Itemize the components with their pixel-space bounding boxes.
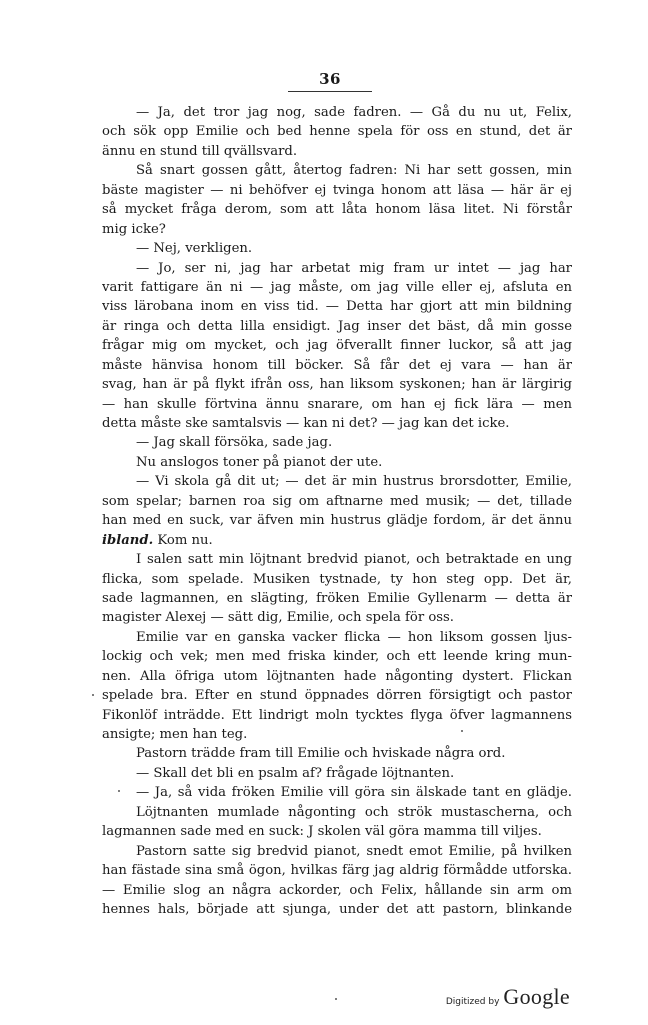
- text-line: — Skall det bli en psalm af? frågade löjtnanten.: [136, 765, 455, 781]
- text-line: lagmannen sade med en suck: J skolen väl göra mamma till viljes.: [102, 824, 542, 840]
- scan-speck: [92, 694, 94, 696]
- text-line: och sök opp Emilie och bed henne spela för oss en stund, det är: [102, 124, 572, 140]
- page-number-rule: [288, 91, 372, 92]
- text-line: Pastorn trädde fram till Emilie och hviskade några ord.: [136, 746, 506, 762]
- text-line: viss lärobana inom en viss tid. — Detta har gjort att min bildning: [102, 299, 572, 315]
- scan-speck: [118, 790, 120, 792]
- text-line: Löjtnanten mumlade någonting och strök mustascherna, och: [136, 804, 572, 820]
- text-line: han fästade sina små ögon, hvilkas färg jag aldrig förmådde utforska.: [102, 863, 572, 879]
- text-line: är ringa och detta lilla ensidigt. Jag inser det bäst, då min gosse: [102, 318, 572, 334]
- text-line: — Vi skola gå dit ut; — det är min hustrus brorsdotter, Emilie,: [136, 474, 572, 490]
- text-line: detta måste ske samtalsvis — kan ni det? — jag kan det icke.: [102, 416, 510, 431]
- text-line: flicka, som spelade. Musiken tystnade, ty hon steg opp. Det är,: [102, 571, 572, 587]
- text-line: I salen satt min löjtnant bredvid pianot, och betraktade en ung: [136, 552, 572, 568]
- scan-speck: [461, 730, 463, 732]
- text-line: ännu en stund till qvällsvard.: [102, 143, 298, 159]
- google-logo: Google: [503, 984, 570, 1009]
- text-line: — han skulle förtvina ännu snarare, om han ej fick lära — men: [102, 396, 572, 412]
- text-line: magister Alexej — sätt dig, Emilie, och spela för oss.: [102, 610, 454, 626]
- text-line: — Nej, verkligen.: [136, 241, 253, 257]
- text-line: sade lagmannen, en slägting, fröken Emilie Gyllenarm — detta är: [102, 590, 572, 606]
- text-line: ansigte; men han teg.: [102, 727, 248, 742]
- text-line: spelade bra. Efter en stund öppnades dörren försigtigt och pastor: [102, 688, 572, 704]
- text-line: — Ja, det tror jag nog, sade fadren. — Gå du nu ut, Felix,: [136, 105, 572, 120]
- text-line: så mycket fråga derom, som att låta honom läsa litet. Ni förstår: [102, 202, 572, 218]
- text-line: mig icke?: [102, 221, 166, 237]
- italic-word: ibland.: [102, 532, 154, 548]
- text-line: han med en suck, var äfven min hustrus glädje fordom, är det ännu: [102, 513, 572, 529]
- text-line: Nu anslogos toner på pianot der ute.: [136, 454, 383, 470]
- body-text: [102, 103, 572, 919]
- text-line: ibland. Kom nu.: [102, 532, 213, 548]
- text-line: som spelar; barnen roa sig om aftnarne med musik; — det, tillade: [102, 493, 572, 509]
- digitized-by-label: Digitized by: [445, 997, 500, 1007]
- text-line: varit fattigare än ni — jag måste, om jag ville eller ej, afsluta en: [102, 279, 572, 295]
- text-line: hennes hals, började att sjunga, under det att pastorn, blinkande: [102, 901, 572, 917]
- text-line: Emilie var en ganska vacker flicka — hon liksom gossen ljus-: [136, 629, 572, 645]
- text-line: svag, han är på flykt ifrån oss, han liksom syskonen; han är lärgirig: [102, 377, 572, 393]
- text-line: Fikonlöf inträdde. Ett lindrigt moln tycktes flyga öfver lagmannens: [102, 707, 572, 723]
- digitization-watermark: [446, 984, 570, 1010]
- text-line: lockig och vek; men med friska kinder, och ett leende kring mun-: [102, 649, 572, 665]
- text-line: — Emilie slog an några ackorder, och Felix, hållande sin arm om: [102, 882, 572, 898]
- text-line: — Jag skall försöka, sade jag.: [136, 435, 333, 451]
- text-line: bäste magister — ni behöfver ej tvinga honom att läsa — här är ej: [102, 182, 572, 198]
- scan-speck: [335, 998, 337, 1000]
- text-line: — Ja, så vida fröken Emilie vill göra sin älskade tant en glädje.: [136, 785, 572, 801]
- text-line: måste hänvisa honom till böcker. Så får det ej vara — han är: [102, 357, 572, 373]
- text-line: frågar mig om mycket, och jag öfverallt finner luckor, så att jag: [102, 338, 572, 354]
- text-line: — Jo, ser ni, jag har arbetat mig fram ur intet — jag har: [136, 260, 572, 276]
- page-number: 36: [319, 70, 341, 88]
- text-line: nen. Alla öfriga utom löjtnanten hade någonting dystert. Flickan: [102, 668, 572, 684]
- text-line: Pastorn satte sig bredvid pianot, snedt emot Emilie, på hvilken: [136, 843, 572, 859]
- text-line: Så snart gossen gått, återtog fadren: Ni har sett gossen, min: [136, 163, 572, 179]
